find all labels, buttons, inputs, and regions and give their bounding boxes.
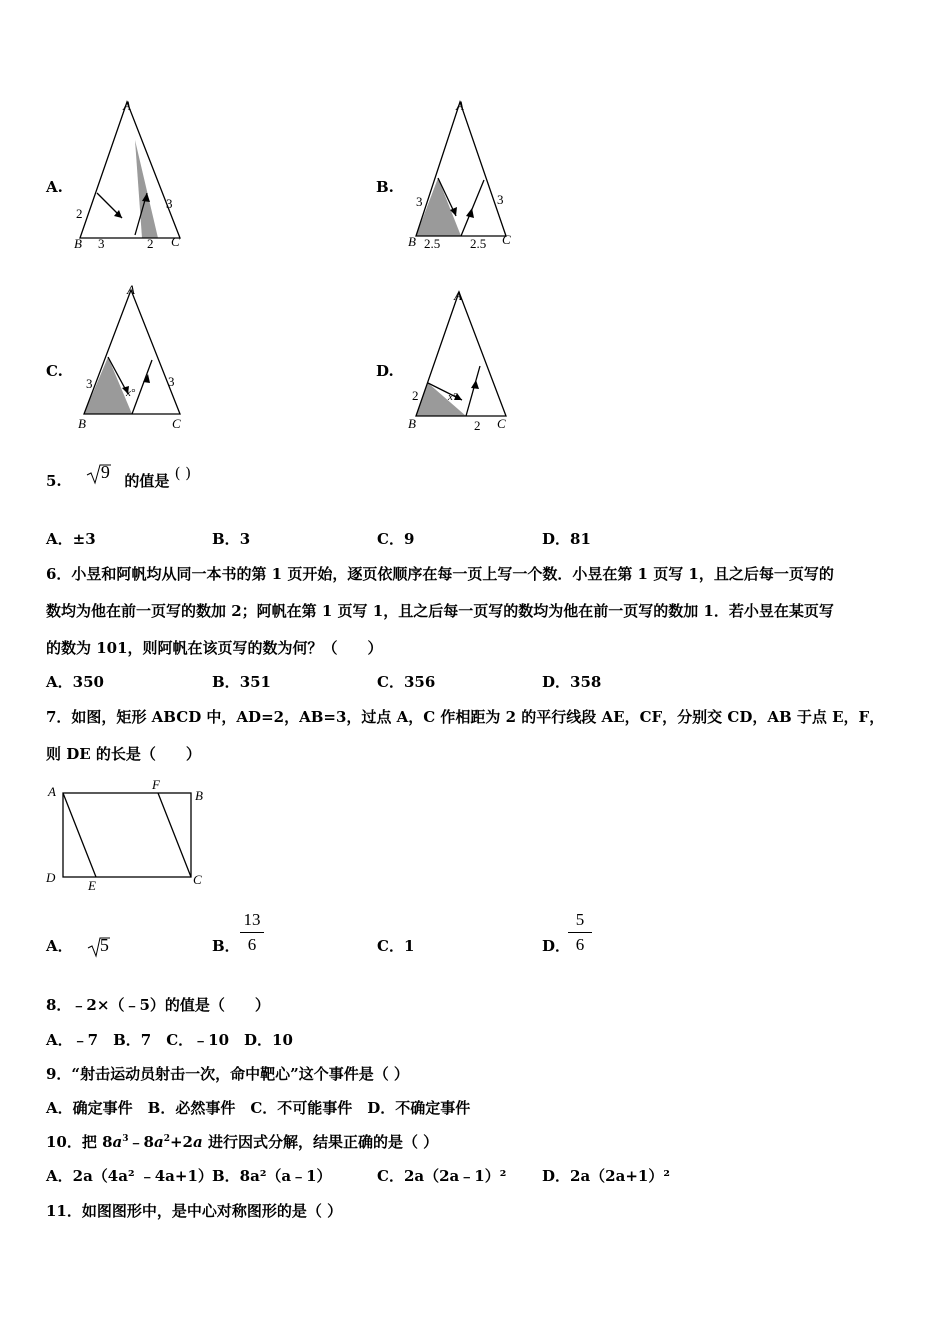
figure-option-b-label: B. [376,178,394,196]
svg-text:2: 2 [76,206,83,221]
figure-option-b [404,98,524,257]
triangle-diagram-c [70,282,190,437]
triangle-diagram-b [404,98,524,253]
figure-option-c-label: C. [46,362,63,380]
q10-option-d[interactable]: D．2a（2a+1）² [542,1167,670,1185]
q10-option-c[interactable]: C．2a（2a﹣1）² [377,1167,507,1185]
svg-text:D: D [46,870,56,885]
figure-option-d [404,288,524,442]
q7-option-b[interactable]: B． [212,937,240,955]
svg-text:B: B [408,416,416,431]
svg-text:A: A [456,98,464,113]
q7-option-d[interactable]: D． [542,937,571,955]
q7-option-a[interactable]: A． 5 [46,935,109,955]
svg-text:C: C [502,232,511,247]
svg-text:3: 3 [416,194,423,209]
q8-options[interactable]: A．﹣7 B．7 C．﹣10 D．10 [46,1031,293,1049]
question-7-line-2: 则 DE 的长是（ ） [46,745,201,763]
svg-text:A: A [48,784,56,799]
pt-b: B [74,236,82,251]
figure-option-c [70,282,190,441]
svg-text:E: E [88,878,96,893]
q10-option-a[interactable]: A．2a（4a² ﹣4a+1） [46,1167,213,1185]
fraction-13-6: 13 6 [240,910,264,955]
q9-options[interactable]: A．确定事件 B．必然事件 C．不可能事件 D．不确定事件 [46,1099,471,1117]
svg-text:2: 2 [412,388,419,403]
question-6-line-2: 数均为他在前一页写的数加 2；阿帆在第 1 页写 1，且之后每一页写的数均为他在前一页写的数加 1．若小昱在某页写 [46,602,834,620]
svg-text:A: A [127,282,135,297]
svg-text:C: C [172,416,181,431]
q5-option-b[interactable]: B．3 [212,530,251,548]
q7-option-c[interactable]: C．1 [377,937,415,955]
question-8: 8．﹣2×（﹣5）的值是（ ） [46,996,270,1014]
q6-option-b[interactable]: B．351 [212,673,271,691]
svg-text:2: 2 [147,236,154,251]
question-5: 5. 9 的值是 ( ) [46,462,192,490]
question-6-line-1: 6．小昱和阿帆均从同一本书的第 1 页开始，逐页依顺序在每一页上写一个数．小昱在第 1 页写 1，且之后每一页写的 [46,565,834,583]
svg-text:C: C [497,416,506,431]
q5-option-d[interactable]: D．81 [542,530,591,548]
q6-option-d[interactable]: D．358 [542,673,602,691]
question-6-line-3: 的数为 101，则阿帆在该页写的数为何？（ ） [46,639,383,657]
q5-option-a[interactable]: A．±3 [46,530,96,548]
svg-text:2: 2 [474,418,481,433]
figure-option-d-label: D. [376,362,394,380]
q10-option-b[interactable]: B．8a²（a﹣1） [212,1167,332,1185]
svg-text:3: 3 [98,236,105,251]
svg-text:A: A [454,288,462,303]
rectangle-figure [44,776,209,900]
svg-text:F: F [152,777,160,792]
figure-option-a [70,98,190,257]
svg-text:B: B [408,234,416,249]
question-11: 11．如图图形中，是中心对称图形的是（ ） [46,1202,343,1220]
q6-option-c[interactable]: C．356 [377,673,436,691]
svg-text:B: B [78,416,86,431]
svg-text:3: 3 [168,374,175,389]
svg-text:3: 3 [497,192,504,207]
pt-c: C [171,234,180,249]
svg-text:C: C [193,872,202,887]
question-10: 10．把 $8a^3﹣8a^2+2a$ 进行因式分解，结果正确的是（ ） [46,1133,439,1151]
triangle-diagram-a [70,98,190,253]
question-7-line-1: 7．如图，矩形 ABCD 中，AD=2，AB=3，过点 A，C 作相距为 2 的平行线段 AE，CF，分别交 CD，AB 于点 E，F， [46,708,885,726]
sqrt-9: 9 [85,462,125,482]
pt-a: A [123,98,131,113]
fraction-5-6: 5 6 [568,910,592,955]
q5-option-c[interactable]: C．9 [377,530,415,548]
svg-text:x°: x° [126,387,136,399]
figure-option-a-label: A. [46,178,63,196]
svg-text:2.5: 2.5 [470,236,487,251]
svg-text:2.5: 2.5 [424,236,441,251]
svg-text:x°: x° [448,391,458,403]
triangle-diagram-d [404,288,524,438]
q6-option-a[interactable]: A．350 [46,673,104,691]
question-9: 9．“射击运动员射击一次，命中靶心”这个事件是（ ） [46,1065,409,1083]
svg-text:3: 3 [166,196,173,211]
svg-text:3: 3 [86,376,93,391]
svg-text:B: B [195,788,203,803]
